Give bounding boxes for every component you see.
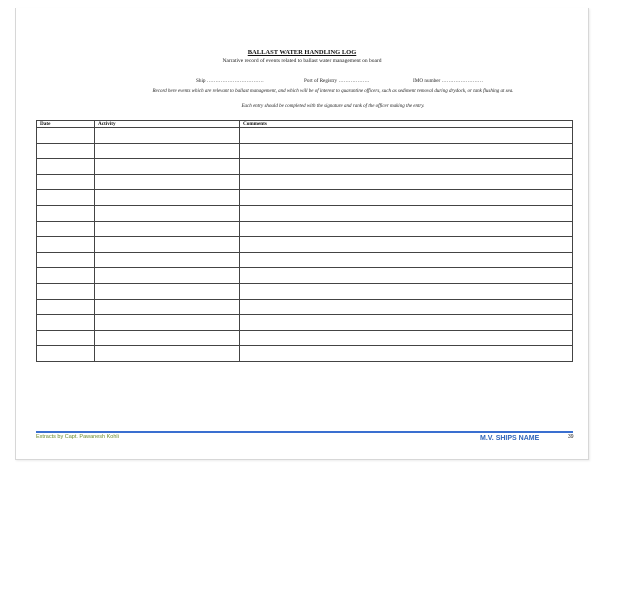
- comments-cell[interactable]: [240, 128, 573, 144]
- comments-cell[interactable]: [240, 252, 573, 268]
- table-row: [37, 299, 573, 315]
- comments-cell[interactable]: [240, 174, 573, 190]
- date-cell[interactable]: [37, 299, 95, 315]
- comments-cell[interactable]: [240, 159, 573, 175]
- table-row: [37, 190, 573, 206]
- ship-field-label: Ship ……………………………: [196, 78, 264, 84]
- comments-cell[interactable]: [240, 205, 573, 221]
- date-cell[interactable]: [37, 159, 95, 175]
- comments-cell[interactable]: [240, 283, 573, 299]
- table-row: [37, 330, 573, 346]
- activity-cell[interactable]: [95, 299, 240, 315]
- activity-cell[interactable]: [95, 159, 240, 175]
- table-row: [37, 159, 573, 175]
- document-page: [15, 8, 589, 460]
- date-cell[interactable]: [37, 283, 95, 299]
- date-cell[interactable]: [37, 268, 95, 284]
- footer-credit: Extracts by Capt. Pawanesh Kohli: [36, 434, 119, 440]
- instructions-signature-text: Each entry should be completed with the signature and rank of the officer making the entry.: [241, 104, 425, 109]
- activity-cell[interactable]: [95, 346, 240, 362]
- date-cell[interactable]: [37, 143, 95, 159]
- imo-number-field-label: IMO number ……………………: [413, 78, 484, 84]
- activity-cell[interactable]: [95, 221, 240, 237]
- activity-cell[interactable]: [95, 330, 240, 346]
- activity-cell[interactable]: [95, 315, 240, 331]
- footer-ship-name: M.V. SHIPS NAME: [480, 435, 540, 442]
- instructions-text: Record here events which are relevant to ballast management, and which will be of interest to quarantine officers, such as sediment removal during drydock, or tank flushing at sea.: [152, 89, 514, 94]
- page-number: 39: [568, 434, 574, 440]
- comments-cell[interactable]: [240, 268, 573, 284]
- log-title: BALLAST WATER HANDLING LOG: [247, 49, 357, 56]
- date-cell[interactable]: [37, 221, 95, 237]
- port-of-registry-field-label: Port of Registry ………………: [304, 78, 370, 84]
- table-row: [37, 143, 573, 159]
- comments-cell[interactable]: [240, 237, 573, 253]
- comments-cell[interactable]: [240, 299, 573, 315]
- table-row: [37, 252, 573, 268]
- date-cell[interactable]: [37, 190, 95, 206]
- table-row: [37, 237, 573, 253]
- activity-cell[interactable]: [95, 252, 240, 268]
- date-cell[interactable]: [37, 330, 95, 346]
- comments-cell[interactable]: [240, 221, 573, 237]
- table-row: [37, 283, 573, 299]
- activity-cell[interactable]: [95, 237, 240, 253]
- table-row: [37, 205, 573, 221]
- date-cell[interactable]: [37, 346, 95, 362]
- date-cell[interactable]: [37, 128, 95, 144]
- date-cell[interactable]: [37, 174, 95, 190]
- table-row: [37, 221, 573, 237]
- log-subtitle: Narrative record of events related to ballast water management on board: [222, 58, 382, 64]
- column-header-comments: Comments: [240, 121, 573, 128]
- comments-cell[interactable]: [240, 190, 573, 206]
- comments-cell[interactable]: [240, 315, 573, 331]
- date-cell[interactable]: [37, 237, 95, 253]
- activity-cell[interactable]: [95, 128, 240, 144]
- footer-divider: [36, 431, 573, 433]
- activity-cell[interactable]: [95, 283, 240, 299]
- table-row: [37, 128, 573, 144]
- table-body: [37, 128, 573, 362]
- comments-cell[interactable]: [240, 330, 573, 346]
- ballast-log-table: [36, 120, 573, 362]
- activity-cell[interactable]: [95, 174, 240, 190]
- column-header-date: Date: [37, 121, 95, 128]
- comments-cell[interactable]: [240, 346, 573, 362]
- column-header-activity: Activity: [95, 121, 240, 128]
- table-row: [37, 315, 573, 331]
- date-cell[interactable]: [37, 205, 95, 221]
- date-cell[interactable]: [37, 252, 95, 268]
- activity-cell[interactable]: [95, 190, 240, 206]
- activity-cell[interactable]: [95, 268, 240, 284]
- table-row: [37, 346, 573, 362]
- table-row: [37, 268, 573, 284]
- comments-cell[interactable]: [240, 143, 573, 159]
- date-cell[interactable]: [37, 315, 95, 331]
- table-row: [37, 174, 573, 190]
- table-header-row: [37, 121, 573, 128]
- activity-cell[interactable]: [95, 143, 240, 159]
- activity-cell[interactable]: [95, 205, 240, 221]
